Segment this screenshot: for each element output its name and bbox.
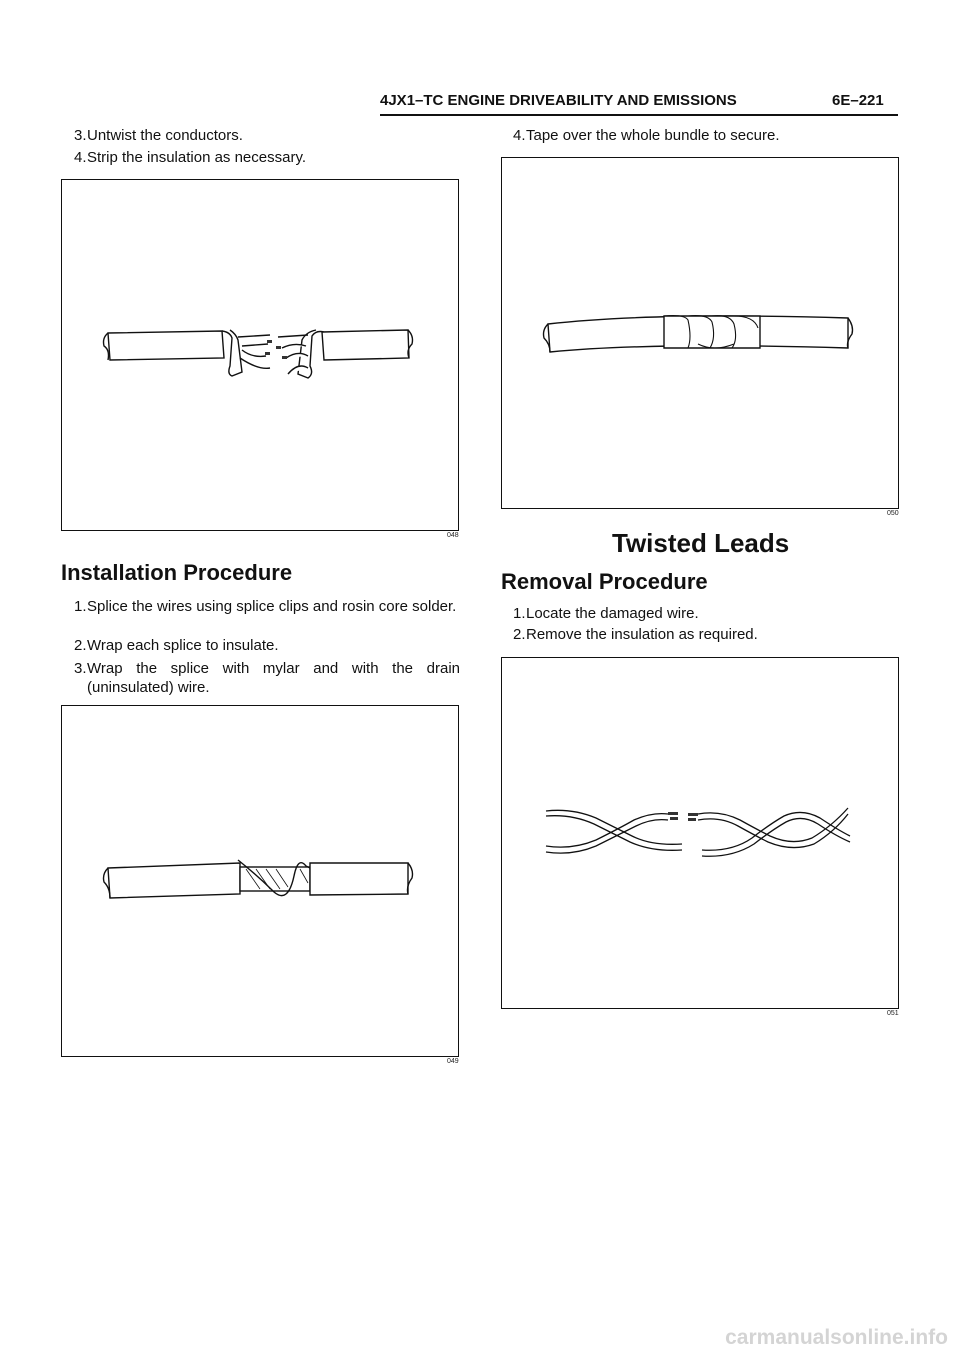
removal-procedure-heading: Removal Procedure [501,569,708,594]
header-rule [380,114,898,116]
step-install-3 [74,659,460,697]
step-text: Strip the insulation as necessary. [87,149,307,166]
figure-code: 049 [447,1058,459,1065]
page-header-title: 4JX1–TC ENGINE DRIVEABILITY AND EMISSIONS [380,92,737,109]
step-number: 4. [74,149,87,166]
figure-code: 051 [887,1010,899,1017]
step-text: Untwist the conductors. [87,127,243,144]
step-install-2 [74,636,460,655]
twisted-leads-illustration [502,658,898,1008]
step-text: Locate the damaged wire. [526,605,699,622]
step-right-4 [513,126,898,145]
step-number: 1. [513,605,526,622]
step-left-4 [74,148,460,167]
step-number: 1. [74,598,87,615]
step-text: Tape over the whole bundle to secure. [526,127,780,144]
figure-taped-bundle [501,157,899,509]
page-number: 6E–221 [832,92,884,109]
stripped-conductors-illustration [62,180,458,530]
step-number: 3. [74,127,87,144]
figure-code: 050 [887,510,899,517]
step-number: 2. [74,637,87,654]
step-number: 3. [74,660,87,677]
taped-bundle-illustration [502,158,898,508]
step-left-3 [74,126,460,145]
installation-procedure-heading: Installation Procedure [61,560,293,585]
step-removal-1 [513,604,898,623]
step-text: Wrap the splice with mylar and with the drain (uninsulated) wire. [87,660,460,696]
step-removal-2 [513,625,898,644]
figure-twisted-leads [501,657,899,1009]
step-text: Wrap each splice to insulate. [87,637,279,654]
step-text: Splice the wires using splice clips and rosin core solder. [87,598,457,615]
step-text: Remove the insulation as required. [526,626,758,643]
figure-code: 048 [447,532,459,539]
step-number: 2. [513,626,526,643]
section-title-twisted-leads: Twisted Leads [612,528,790,558]
step-number: 4. [513,127,526,144]
watermark-text: carmanualsonline.info [725,1326,948,1349]
figure-stripped-conductors [61,179,459,531]
mylar-splice-illustration [62,706,458,1056]
step-install-1 [74,597,460,616]
figure-mylar-wrapped-splice [61,705,459,1057]
